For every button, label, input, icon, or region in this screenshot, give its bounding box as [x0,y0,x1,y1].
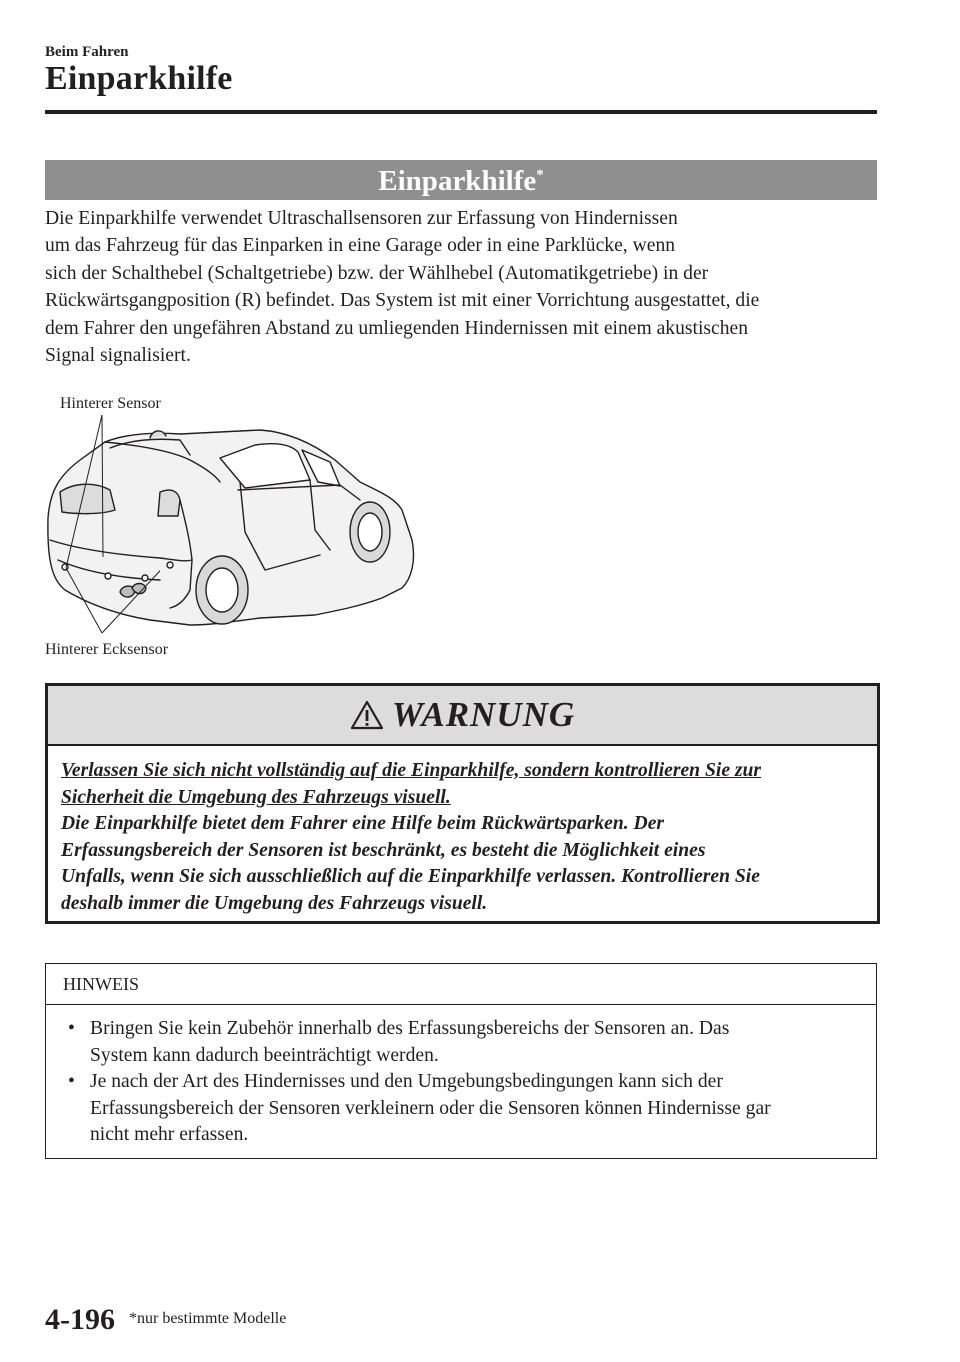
warning-header [48,686,877,746]
bullet: • [68,1018,75,1039]
intro-line: Signal signalisiert. [45,345,191,367]
note-line: Je nach der Art des Hindernisses und den Umgebungsbedingungen kann sich der [90,1071,723,1093]
section-label: Beim Fahren [45,44,129,60]
note-header [46,964,876,1005]
footnote: *nur bestimmte Modelle [129,1310,287,1327]
section-title-band [45,160,877,200]
note-line: Bringen Sie kein Zubehör innerhalb des Erfassungsbereichs der Sensoren an. Das [90,1018,730,1039]
sensor-leader-lines [40,405,160,665]
note-line: System kann dadurch beeinträchtigt werden. [90,1044,439,1066]
intro-line: Rückwärtsgangposition (R) befindet. Das System ist mit einer Vorrichtung ausgestattet, die [45,290,760,312]
header-rule [45,110,877,114]
intro-paragraph [45,205,885,369]
note-line: Erfassungsbereich der Sensoren verkleinern oder die Sensoren können Hindernisse gar [90,1097,771,1119]
intro-line: um das Fahrzeug für das Einparken in eine Garage oder in eine Parklücke, wenn [45,235,676,257]
note-title: HINWEIS [63,974,139,994]
bullet: • [68,1071,75,1093]
optional-equipment-mark: * [536,167,544,183]
warning-triangle-icon [350,700,384,730]
warning-title: WARNUNG [391,695,576,734]
warning-line: Erfassungsbereich der Sensoren ist beschränkt, es besteht die Möglichkeit eines [61,839,706,861]
warning-line: Die Einparkhilfe bietet dem Fahrer eine Hilfe beim Rückwärtsparken. Der [61,813,665,835]
warning-line: deshalb immer die Umgebung des Fahrzeugs visuell. [61,892,488,914]
warning-emphasis-line: Sicherheit die Umgebung des Fahrzeugs visuell. [61,786,451,808]
corner-sensor-label: Hinterer Ecksensor [45,641,169,658]
note-box [45,963,877,1159]
warning-emphasis-line: Verlassen Sie sich nicht vollständig auf die Einparkhilfe, sondern kontrollieren Sie zur [61,760,762,781]
section-title: Einparkhilfe [378,165,537,197]
page-title: Einparkhilfe [45,60,233,97]
note-line: nicht mehr erfassen. [90,1124,249,1146]
page-number: 4-196 [45,1303,115,1336]
intro-line: sich der Schalthebel (Schaltgetriebe) bzw. der Wählhebel (Automatikgetriebe) in der [45,262,709,284]
warning-box [45,683,880,924]
note-item [68,1016,868,1069]
rear-sensor-label: Hinterer Sensor [60,395,161,412]
warning-text [61,758,871,918]
warning-line: Unfalls, wenn Sie sich ausschließlich auf die Einparkhilfe verlassen. Kontrollieren Sie [61,866,760,888]
note-list [68,1016,868,1149]
intro-line: Die Einparkhilfe verwendet Ultraschallsensoren zur Erfassung von Hindernissen [45,208,678,229]
intro-line: dem Fahrer den ungefähren Abstand zu umliegenden Hindernissen mit einem akustischen [45,317,749,339]
note-item [68,1069,868,1149]
